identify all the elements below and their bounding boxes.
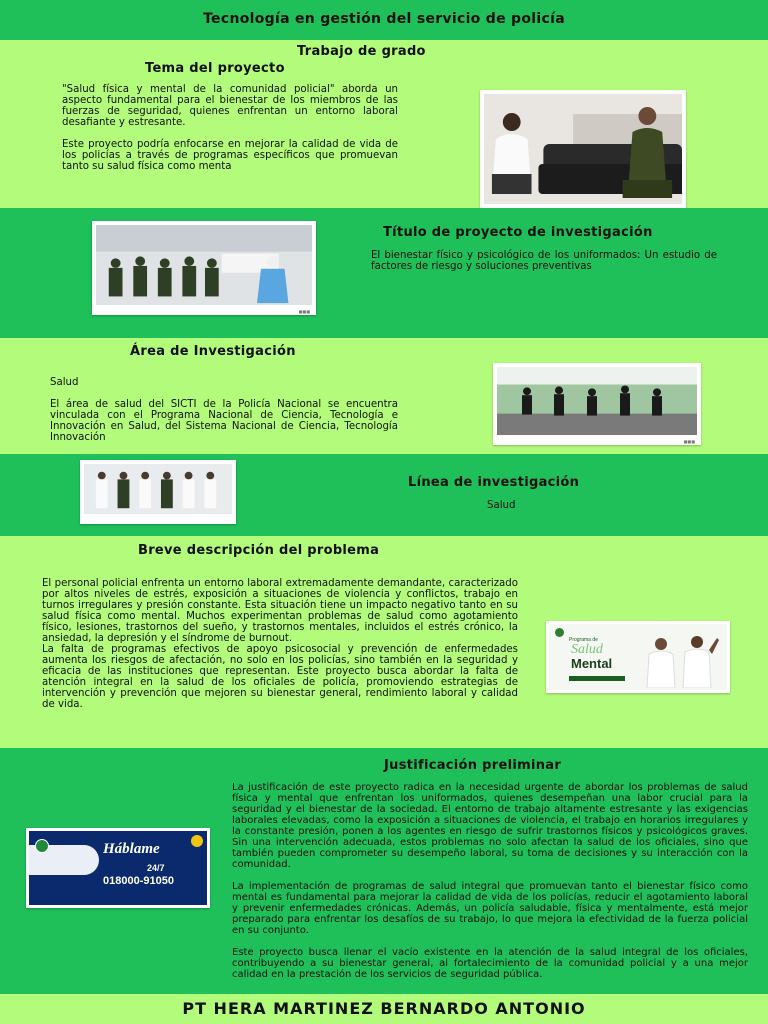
section-text xyxy=(42,578,518,710)
section-linea xyxy=(0,454,768,536)
paragraph: La justificación de este proyecto radica en la necesidad urgente de abordar los problemas de salud física y mental que enfrentan los uniformados, quienes desempeñan una labor crucial para la seguridad y el bienestar de la sociedad. El entorno de trabajo altamente estresante y las exigencias laborales elevadas, como la exposición a situaciones de violencia, el trabajo en horarios irregulares y la constante presión, ponen a los agentes en riesgo de sufrir trastornos físicos y psicológicos graves. Sin una intervención adecuada, estos problemas no solo afectan la salud de los oficiales, sino que también pueden comprometer su desempeño laboral, su toma de decisiones y su interacción con la comunidad. xyxy=(232,782,748,870)
section-heading: Breve descripción del problema xyxy=(138,543,380,558)
section-heading: Título de proyecto de investigación xyxy=(383,225,653,240)
section-heading: Línea de investigación xyxy=(408,475,580,490)
poster-word-mental: Mental xyxy=(571,656,613,671)
photo-consultation xyxy=(480,90,686,214)
poster-people xyxy=(639,630,723,688)
paragraph: "Salud física y mental de la comunidad policial" aborda un aspecto fundamental para el bienestar de los miembros de las fuerzas de seguridad, quienes enfrentan un entorno laboral desafiante y estresante. xyxy=(62,84,398,128)
section-text xyxy=(232,782,748,991)
section-text: Salud xyxy=(487,500,516,511)
poster-logo xyxy=(555,628,564,637)
section-heading: Justificación preliminar xyxy=(384,758,562,773)
paragraph: El personal policial enfrenta un entorno laboral extremadamente demandante, caracterizado por altos niveles de estrés, exposición a situaciones de violencia y conflictos, trabajo en turnos irregulares y presión constante. Esta situación tiene un impacto negativo tanto en su salud física como mental. Muchos experimentan problemas de salud como agotamiento físico, lesiones, trastornos del sueño, y trastornos mentales, incluidos el estrés crónico, la ansiedad, la depresión y el síndrome de burnout. xyxy=(42,578,518,644)
photo-group-event: ■■■ xyxy=(92,221,316,315)
section-heading: Área de Investigación xyxy=(130,344,296,359)
paragraph: Este proyecto busca llenar el vacío existente en la atención de la salud integral de los oficiales, contribuyendo a su bienestar general, al fortalecimiento de la comunidad policial y a una mejor calidad en la prestación de los servicios de seguridad pública. xyxy=(232,947,748,980)
banner-word: Háblame xyxy=(103,841,160,857)
section-tema xyxy=(0,40,768,208)
footer-band xyxy=(0,994,768,1024)
paragraph: La falta de programas efectivos de apoyo psicosocial y prevención de enfermedades aumenta los riesgos de afectación, no solo en los policías, sino también en la seguridad y eficacia de las instituciones que representan. Este proyecto busca abordar la falta de atención integral en la salud de los oficiales de policía, promoviendo estrategias de intervención y prevención que mejoren su bienestar general, rendimiento laboral y calidad de vida. xyxy=(42,644,518,710)
paragraph: La implementación de programas de salud integral que promuevan tanto el bienestar físico como mental es fundamental para mejorar la calidad de vida de los policías, reducir el agotamiento laboral y prevenir enfermedades crónicas. Además, un policía saludable, física y mentalmente, está mejor preparado para enfrentar los desafíos de su trabajo, lo que mejora la efectividad de la fuerza policial en su conjunto. xyxy=(232,881,748,936)
section-area xyxy=(0,338,768,454)
section-heading: Tema del proyecto xyxy=(145,61,285,76)
author-name: PT HERA MARTINEZ BERNARDO ANTONIO xyxy=(182,999,586,1018)
banner-hablame xyxy=(26,828,210,908)
photo-medical-team xyxy=(80,460,236,524)
section-text: El área de salud del SICTI de la Policía Nacional se encuentra vinculada con el Programa Nacional de Ciencia, Tecnología e Innovación en Salud, del Sistema Nacional de Ciencia, Tecnología Innovación xyxy=(50,399,398,443)
section-problema xyxy=(0,536,768,748)
poster-salud-mental xyxy=(546,621,730,693)
banner-hours: 24/7 xyxy=(147,863,165,873)
paragraph: Este proyecto podría enfocarse en mejorar la calidad de vida de los policías a través de programas específicos que promuevan tanto su salud física como menta xyxy=(62,139,398,172)
section-justificacion xyxy=(0,748,768,994)
badge-icon xyxy=(191,835,203,847)
section-text: El bienestar físico y psicológico de los uniformados: Un estudio de factores de riesgo y soluciones preventivas xyxy=(371,250,717,272)
page-title: Tecnología en gestión del servicio de policía xyxy=(203,11,565,27)
area-label: Salud xyxy=(50,377,79,388)
poster-word-salud: Salud xyxy=(571,642,603,657)
subtitle: Trabajo de grado xyxy=(297,44,426,59)
header-band xyxy=(0,0,768,40)
shield-icon xyxy=(35,839,49,853)
photo-exercise: ■■■ xyxy=(493,363,701,445)
banner-phone: 018000-91050 xyxy=(103,875,174,887)
tag-label: Programa de xyxy=(569,637,598,643)
section-text xyxy=(62,84,398,183)
section-titulo xyxy=(0,208,768,338)
poster-strip xyxy=(569,676,625,681)
